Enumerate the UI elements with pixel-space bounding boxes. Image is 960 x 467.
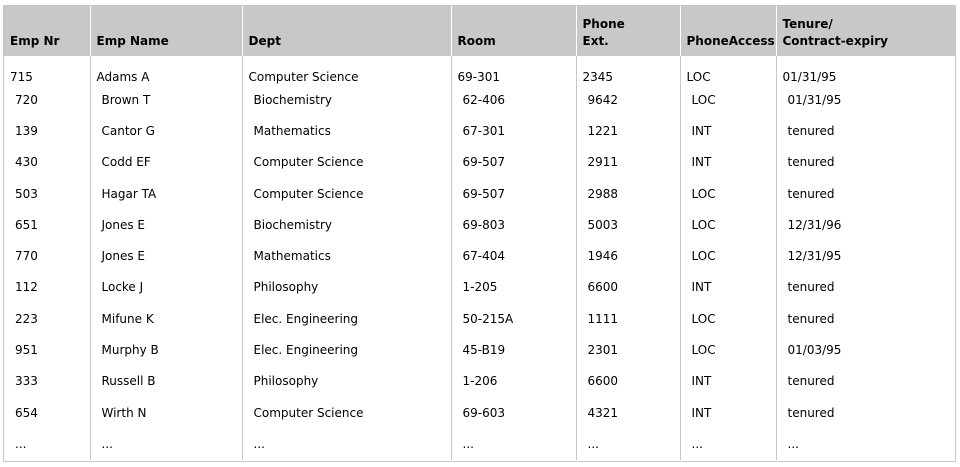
table-header [4,6,956,56]
table-body [4,56,956,460]
table-row [4,428,956,459]
header-dept [242,6,451,56]
header-tenure-line1: Tenure/ [782,17,833,31]
cell-emp-nr: 503 [15,186,38,201]
cell-phone-ext: 4321 [576,397,680,428]
cell-dept: Computer Science [242,56,451,84]
cell-tenure: tenured [776,115,956,146]
cell-phone-access: LOC [680,84,776,115]
table-row [4,334,956,365]
cell-phone-ext: 2911 [576,147,680,178]
cell-emp-nr: 112 [15,280,38,295]
cell-tenure: 01/03/95 [776,334,956,365]
header-room [451,6,576,56]
cell-phone-access: INT [680,272,776,303]
cell-phone-ext: 1111 [576,303,680,334]
cell-phone-access: LOC [680,303,776,334]
cell-emp-nr: 654 [15,405,38,420]
cell-phone-access: ... [680,428,776,459]
header-emp-name [90,6,242,56]
cell-emp-nr: 715 [10,70,33,84]
cell-emp-name: Mifune K [90,303,242,334]
cell-tenure: 01/31/95 [776,56,956,84]
header-tenure-line2: Contract-expiry [782,34,888,48]
table-row [4,209,956,240]
cell-phone-access: LOC [680,178,776,209]
header-row [4,6,956,56]
table-row [4,272,956,303]
cell-phone-access: LOC [680,334,776,365]
cell-dept: Computer Science [242,397,451,428]
cell-phone-ext: 5003 [576,209,680,240]
header-dept-label: Dept [248,34,281,48]
cell-room: 69-507 [451,147,576,178]
cell-phone-ext: 1946 [576,240,680,271]
table-row [4,84,956,115]
cell-emp-nr: ... [15,436,27,451]
header-phone-ext-line2: Ext. [582,34,609,48]
cell-emp-nr: 223 [15,311,38,326]
header-emp-nr [4,6,90,56]
table-row [4,147,956,178]
cell-dept: Computer Science [242,147,451,178]
table-row [4,397,956,428]
cell-dept: Elec. Engineering [242,334,451,365]
cell-room: 1-205 [451,272,576,303]
cell-tenure: 01/31/95 [776,84,956,115]
header-emp-nr-label: Emp Nr [10,34,60,48]
cell-phone-access: INT [680,115,776,146]
cell-dept: Mathematics [242,115,451,146]
cell-room: ... [451,428,576,459]
cell-emp-name: Codd EF [90,147,242,178]
cell-emp-name: Adams A [90,56,242,84]
cell-tenure: tenured [776,303,956,334]
cell-dept: Computer Science [242,178,451,209]
employee-table [4,6,956,460]
cell-emp-name: Brown T [90,84,242,115]
cell-room: 67-404 [451,240,576,271]
cell-room: 69-507 [451,178,576,209]
cell-dept: Mathematics [242,240,451,271]
cell-phone-access: INT [680,147,776,178]
cell-tenure: tenured [776,366,956,397]
cell-emp-name: Cantor G [90,115,242,146]
header-phone-access [680,6,776,56]
cell-phone-access: LOC [680,56,776,84]
cell-phone-access: INT [680,366,776,397]
cell-dept: ... [242,428,451,459]
cell-room: 45-B19 [451,334,576,365]
cell-emp-name: Jones E [90,240,242,271]
cell-phone-ext: 2301 [576,334,680,365]
table-row [4,240,956,271]
cell-emp-name: Jones E [90,209,242,240]
cell-emp-nr: 430 [15,155,38,170]
cell-phone-ext: 2988 [576,178,680,209]
cell-emp-nr: 139 [15,123,38,138]
cell-room: 62-406 [451,84,576,115]
cell-dept: Philosophy [242,366,451,397]
cell-emp-nr: 333 [15,374,38,389]
cell-emp-name: Murphy B [90,334,242,365]
cell-phone-ext: 6600 [576,272,680,303]
cell-phone-access: LOC [680,209,776,240]
cell-tenure: ... [776,428,956,459]
cell-emp-name: Locke J [90,272,242,303]
cell-dept: Biochemistry [242,84,451,115]
cell-phone-ext: 6600 [576,366,680,397]
cell-phone-access: LOC [680,240,776,271]
cell-emp-name: ... [90,428,242,459]
cell-tenure: tenured [776,272,956,303]
cell-emp-name: Hagar TA [90,178,242,209]
cell-phone-ext: 1221 [576,115,680,146]
cell-emp-nr: 951 [15,343,38,358]
cell-emp-name: Russell B [90,366,242,397]
cell-emp-nr: 720 [15,92,38,107]
cell-emp-nr: 651 [15,217,38,232]
cell-dept: Elec. Engineering [242,303,451,334]
table-row [4,115,956,146]
header-emp-name-label: Emp Name [96,34,169,48]
cell-phone-access: INT [680,397,776,428]
cell-phone-ext: 2345 [576,56,680,84]
cell-phone-ext: ... [576,428,680,459]
cell-tenure: 12/31/95 [776,240,956,271]
cell-phone-ext: 9642 [576,84,680,115]
cell-room: 1-206 [451,366,576,397]
cell-tenure: tenured [776,178,956,209]
cell-tenure: tenured [776,397,956,428]
cell-tenure: tenured [776,147,956,178]
cell-room: 50-215A [451,303,576,334]
header-phone-access-label: PhoneAccess [686,34,775,48]
cell-emp-name: Wirth N [90,397,242,428]
header-phone-ext [576,6,680,56]
cell-room: 69-301 [451,56,576,84]
cell-emp-nr: 770 [15,249,38,264]
header-phone-ext-line1: Phone [582,17,625,31]
employee-table-frame [3,5,956,462]
table-row [4,303,956,334]
cell-dept: Philosophy [242,272,451,303]
cell-room: 69-803 [451,209,576,240]
cell-room: 67-301 [451,115,576,146]
table-row [4,56,956,84]
table-row [4,366,956,397]
cell-room: 69-603 [451,397,576,428]
header-room-label: Room [457,34,496,48]
table-row [4,178,956,209]
cell-dept: Biochemistry [242,209,451,240]
header-tenure [776,6,956,56]
cell-tenure: 12/31/96 [776,209,956,240]
